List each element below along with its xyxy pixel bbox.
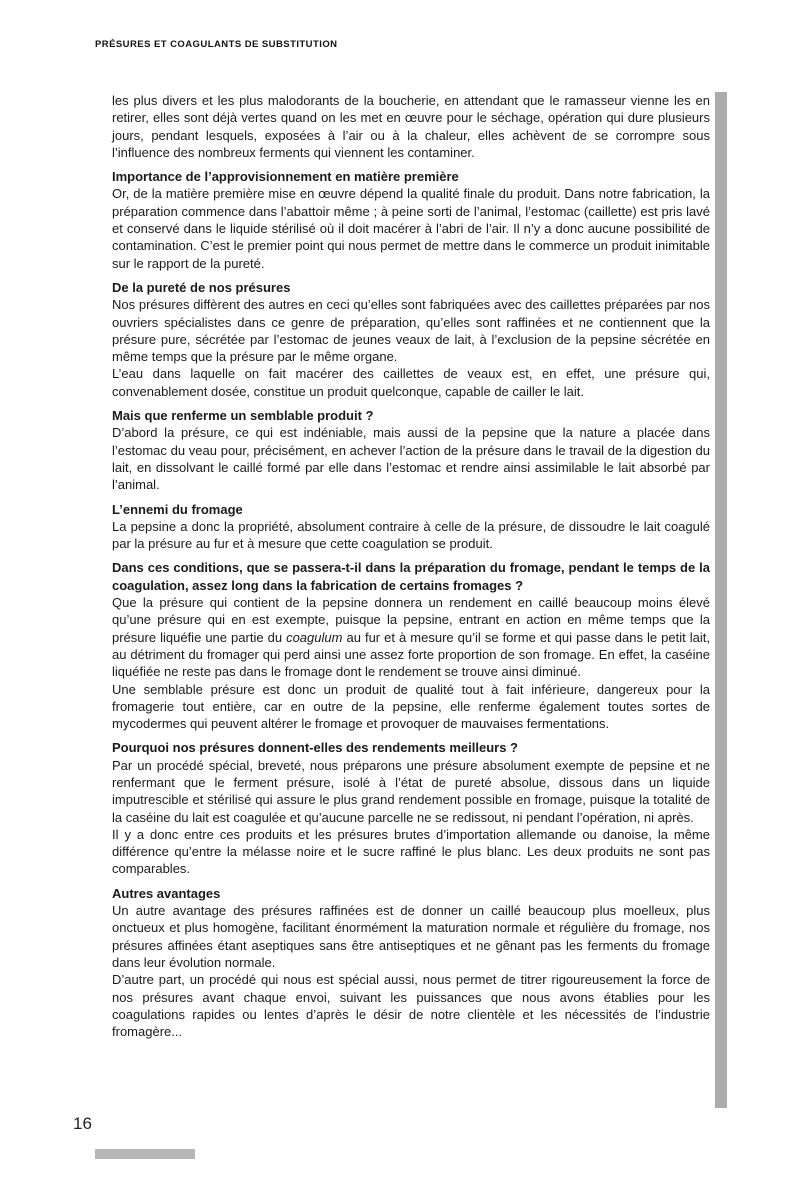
paragraph-text: Que la présure qui contient de la pepsine donnera un rendement en caillé beaucoup moins élevé qu’une présure qui en est exempte, puisque la pepsine, entrant en action en même temps que la présure liquéfie une partie du	[112, 595, 710, 645]
paragraph: Une semblable présure est donc un produit de qualité tout à fait inférieure, dangereux pour la fromagerie tout entière, car en outre de la pepsine, elle renferme également toutes sortes de mycodermes qui peuvent altérer le fromage et provoquer de mauvaises fermentations.	[112, 681, 710, 732]
running-header: PRÉSURES ET COAGULANTS DE SUBSTITUTION	[95, 39, 338, 50]
section-purete	[112, 279, 710, 400]
section-conditions	[112, 559, 710, 732]
paragraph: Il y a donc entre ces produits et les présures brutes d’importation allemande ou danoise, la même différence qu’entre la mélasse noire et le sucre raffiné le plus blanc. Les deux produits ne sont pas comparables.	[112, 826, 710, 877]
paragraph: La pepsine a donc la propriété, absolument contraire à celle de la présure, de dissoudre le lait coagulé par la présure au fur et à mesure que cette coagulation se produit.	[112, 518, 710, 552]
section-rendements	[112, 739, 710, 877]
section-heading: Pourquoi nos présures donnent-elles des rendements meilleurs ?	[112, 740, 518, 756]
section-heading: Mais que renferme un semblable produit ?	[112, 408, 374, 424]
section-heading: De la pureté de nos présures	[112, 279, 291, 295]
body-text-block	[112, 92, 710, 1040]
paragraph: Un autre avantage des présures raffinées est de donner un caillé beaucoup plus moelleux, plus onctueux et plus homogène, facilitant énormément la maturation normale et régulière du fromage, nos présures affinées étant aseptiques sans être antiseptiques et ne gênant pas les ferments du fromage dans leur évolution normale.	[112, 903, 710, 970]
section-intro	[112, 92, 710, 161]
section-approvisionnement	[112, 168, 710, 272]
footer-bar	[95, 1149, 195, 1159]
paragraph: D’abord la présure, ce qui est indéniable, mais aussi de la pepsine que la nature a placée dans l’estomac du veau pour, précisément, en achever l’action de la présure dans le travail de la digestion du lait, en dissolvant le caillé formé par elle dans l’estomac et rendre ainsi assimilable le lait absorbé par l’animal.	[112, 425, 710, 493]
section-heading: L’ennemi du fromage	[112, 501, 243, 517]
page-edge-shadow	[715, 92, 727, 1108]
section-heading: Importance de l’approvisionnement en matière première	[112, 169, 459, 185]
paragraph: Par un procédé spécial, breveté, nous préparons une présure absolument exempte de pepsine et ne renfermant que le ferment présure, isolé à l’état de pureté absolue, dissous dans un liquide imputrescible et stérilisé qui assure le plus grand rendement possible en fromage, puisque la totalité de la caséine du lait est coagulée et qu’aucune parcelle ne se redissout, ni pendant l’opération, ni après.	[112, 757, 710, 825]
section-heading: Dans ces conditions, que se passera-t-il dans la préparation du fromage, pendant le temps de la coagulation, assez long dans la fabrication de certains fromages ?	[112, 560, 710, 593]
section-heading: Autres avantages	[112, 885, 221, 901]
section-autres-avantages	[112, 885, 710, 1041]
section-semblable-produit	[112, 407, 710, 493]
paragraph: L’eau dans laquelle on fait macérer des caillettes de veaux est, en effet, une présure qui, convenablement dosée, constitue un produit quelconque, capable de cailler le lait.	[112, 366, 710, 399]
paragraph: les plus divers et les plus malodorants de la boucherie, en attendant que le ramasseur vienne les en retirer, elles sont déjà vertes quand on les met en œuvre pour le séchage, opération qui dure plusieurs jours, pendant lesquels, exposées à l’air ou à la chaleur, elles achèvent de se corrompre sous l’influence des nombreux ferments qui viennent les contaminer.	[112, 93, 710, 160]
italic-term: coagulum	[286, 629, 343, 645]
paragraph-text: au fur et à mesure qu’il se forme et qui passe dans le petit lait, au détriment du fromager qui perd ainsi une assez forte proportion de son fromage. En effet, la caséine liquéfiée ne reste pas dans le fromage dont le rendement se trouve ainsi diminué.	[112, 629, 710, 680]
paragraph: Nos présures diffèrent des autres en ceci qu’elles sont fabriquées avec des caillettes préparées par nos ouvriers spécialistes dans ce genre de préparation, qu’elles sont raffinées et ne contiennent que la présure pure, sécrétée par l’estomac de jeunes veaux de lait, à l’exclusion de la pepsine sécrétée en même temps que la présure par le même organe.	[112, 297, 710, 365]
page-number: 16	[73, 1114, 92, 1133]
paragraph: Or, de la matière première mise en œuvre dépend la qualité finale du produit. Dans notre fabrication, la préparation commence dans l’abattoir même ; à peine sorti de l’animal, l’estomac (caillette) est pris lavé et conservé dans le liquide stérilisé où il doit macérer à l’abri de l’air. Il n’y a donc aucune possibilité de contamination. C’est le premier point qui nous permet de mettre dans le commerce un produit inimitable sur le rapport de la pureté.	[112, 186, 710, 271]
paragraph: D’autre part, un procédé qui nous est spécial aussi, nous permet de titrer rigoureusement la force de nos présures avant chaque envoi, suivant les puissances que nous avons établies pour les coagulations rapides ou lentes d’après le désir de notre clientèle et les nécessités de l’industrie fromagère...	[112, 972, 710, 1040]
paragraph	[112, 594, 710, 680]
section-ennemi-fromage	[112, 501, 710, 553]
